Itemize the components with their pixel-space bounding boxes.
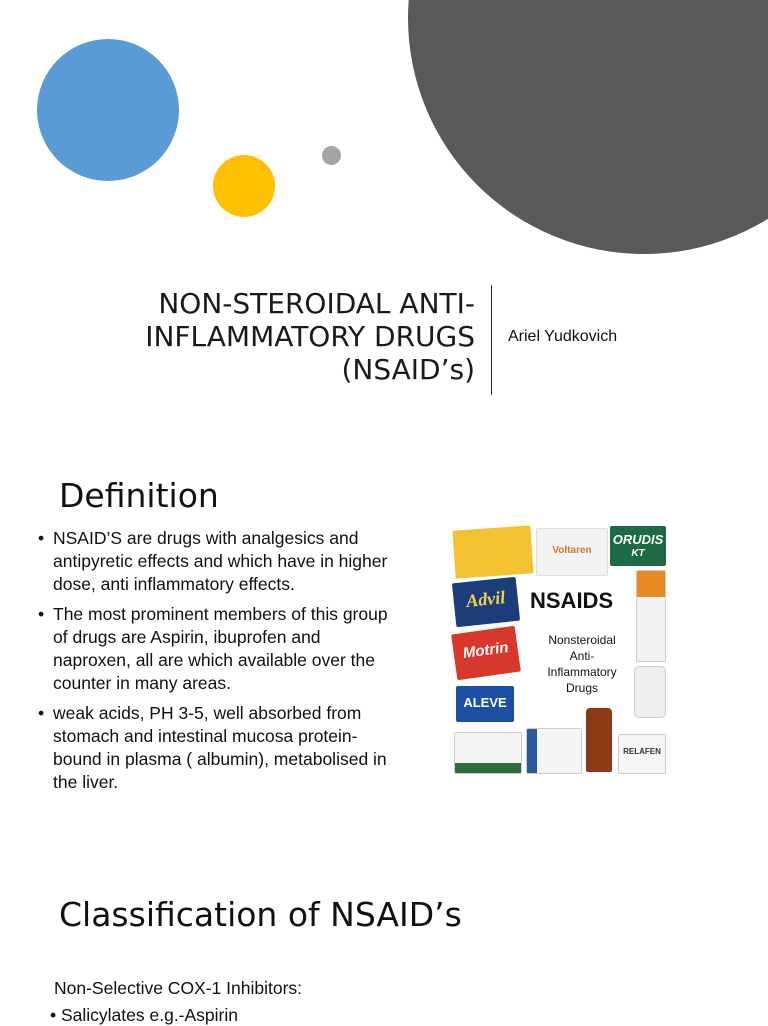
author-name: Ariel Yudkovich	[508, 328, 618, 345]
drug-box-yellow	[452, 525, 533, 578]
motrin-label: Motrin	[461, 638, 510, 663]
classification-heading: Classification of NSAID’s	[59, 895, 462, 934]
definition-bullet-list	[38, 527, 398, 801]
pill-bottle-white	[634, 666, 666, 718]
collage-subtitle	[536, 632, 628, 696]
orudis-kt-label: KT	[631, 548, 645, 559]
drug-box-orange	[636, 570, 666, 662]
definition-bullet: • weak acids, PH 3-5, well absorbed from stomach and intestinal mucosa protein-bound in plasma ( albumin), metabolised in the liver.	[38, 702, 398, 794]
drug-box-aleve	[456, 686, 514, 722]
collage-subtitle-line: Nonsteroidal	[548, 633, 616, 647]
aleve-label: ALEVE	[463, 695, 507, 710]
drug-box-voltaren	[536, 528, 608, 576]
slide-title: NON-STEROIDAL ANTI-INFLAMMATORY DRUGS (NSAID’s)	[145, 287, 475, 386]
decorative-blue-circle	[37, 39, 179, 181]
drug-box-green	[454, 732, 522, 774]
definition-bullet: • NSAID’S are drugs with analgesics and antipyretic effects and which have in higher dose, anti inflammatory effects.	[38, 527, 398, 596]
title-slide	[0, 0, 768, 440]
drug-box-orudis	[610, 526, 666, 566]
drug-box-motrin	[451, 626, 521, 680]
nsaids-collage-image	[450, 522, 668, 778]
syrup-bottle	[586, 708, 612, 772]
voltaren-label: Voltaren	[552, 545, 592, 556]
orudis-label: ORUDIS	[612, 532, 664, 547]
collage-subtitle-line: Anti-Inflammatory	[547, 649, 617, 679]
relafen-label: RELAFEN	[623, 747, 661, 756]
decorative-large-circle	[408, 0, 768, 254]
definition-bullet: • The most prominent members of this group of drugs are Aspirin, ibuprofen and naproxen, all are which available over the counter in many areas.	[38, 603, 398, 695]
collage-title: NSAIDS	[530, 588, 614, 613]
drug-box-blue-white	[526, 728, 582, 774]
drug-box-advil	[452, 577, 520, 627]
decorative-gray-dot	[322, 146, 341, 165]
definition-heading: Definition	[59, 476, 219, 515]
advil-label: Advil	[465, 587, 507, 611]
classification-subheading: Non-Selective COX-1 Inhibitors:	[54, 978, 303, 998]
decorative-yellow-circle	[213, 155, 275, 217]
title-divider	[491, 285, 492, 395]
classification-item: • Salicylates e.g.-Aspirin	[50, 1005, 239, 1025]
collage-subtitle-line: Drugs	[565, 681, 598, 695]
drug-box-relafen	[618, 734, 666, 774]
